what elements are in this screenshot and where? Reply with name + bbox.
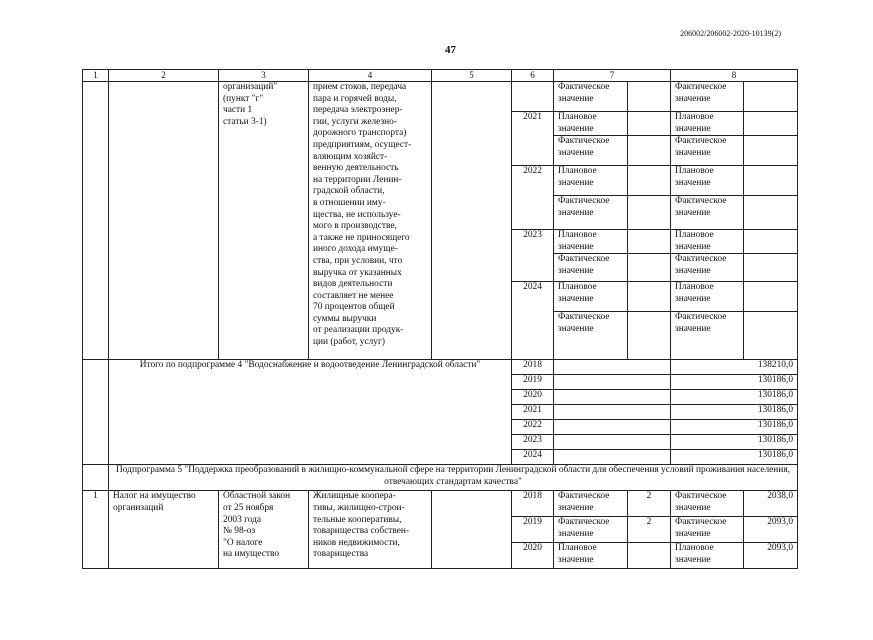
cell-empty	[554, 360, 671, 375]
total-year: 2019	[512, 375, 554, 390]
total-year: 2020	[512, 390, 554, 405]
cell-amount-type: Плановое значение	[671, 112, 744, 136]
cell-amount-value	[744, 230, 798, 254]
cell-empty	[554, 375, 671, 390]
total-value: 130186,0	[671, 450, 798, 465]
col-number: 2	[109, 70, 219, 82]
col-number: 4	[309, 70, 432, 82]
cell-year	[512, 82, 554, 112]
cell-empty	[554, 450, 671, 465]
cell-indicator-value	[628, 230, 671, 254]
total-year: 2023	[512, 435, 554, 450]
cell-indicator-value: 2	[628, 517, 671, 543]
cell-num	[83, 465, 109, 491]
cell-indicator-type: Плановое значение	[554, 543, 628, 569]
cell-amount-value	[744, 196, 798, 230]
cell-amount-value	[744, 82, 798, 112]
col-number: 8	[671, 70, 798, 82]
total-value: 138210,0	[671, 360, 798, 375]
cell-empty	[554, 435, 671, 450]
cell-indicator-value	[628, 196, 671, 230]
column-numbers-row	[83, 70, 798, 82]
cell-amount-type: Плановое значение	[671, 543, 744, 569]
cell-amount-value	[744, 112, 798, 136]
item-number: 1	[83, 491, 109, 569]
total-year: 2021	[512, 405, 554, 420]
cell-amount-value: 2093,0	[744, 517, 798, 543]
cell-indicator-value	[628, 254, 671, 282]
cell-law: Областной закон от 25 ноября 2003 года № 98-оз "О налоге на имущество	[219, 491, 309, 569]
subprogram-row	[83, 465, 798, 491]
subprogram-title: Подпрограмма 5 "Поддержка преобразований в жилищно-коммунальной сфере на территории Ленинградской области для обеспечения условий проживания населения, отвечающих стандартам качества"	[109, 465, 798, 491]
cell-indicator-type: Фактическое значение	[554, 491, 628, 517]
cell-tax: Налог на имущество организаций	[109, 491, 219, 569]
cell-empty	[554, 405, 671, 420]
cell-amount-type: Фактическое значение	[671, 196, 744, 230]
cell-amount-type: Фактическое значение	[671, 312, 744, 360]
cell-year: 2022	[512, 166, 554, 230]
cell-amount-type: Фактическое значение	[671, 82, 744, 112]
cell-empty	[554, 390, 671, 405]
total-year: 2022	[512, 420, 554, 435]
col-number: 5	[432, 70, 512, 82]
cell-amount-type: Фактическое значение	[671, 136, 744, 166]
cell-amount-type: Плановое значение	[671, 166, 744, 196]
col-number: 6	[512, 70, 554, 82]
total-value: 130186,0	[671, 375, 798, 390]
cell-amount-value	[744, 166, 798, 196]
cell-indicator-type: Фактическое значение	[554, 517, 628, 543]
table-row	[83, 82, 798, 112]
total-value: 130186,0	[671, 420, 798, 435]
cell-indicator-type: Плановое значение	[554, 230, 628, 254]
cell-year: 2019	[512, 517, 554, 543]
cell-indicator-value: 2	[628, 491, 671, 517]
cell-year: 2018	[512, 491, 554, 517]
total-value: 130186,0	[671, 405, 798, 420]
cell-amount-value	[744, 254, 798, 282]
cell-amount-type: Фактическое значение	[671, 254, 744, 282]
benefits-table	[82, 69, 798, 569]
cell-amount-value: 2093,0	[744, 543, 798, 569]
cell-indicator-type: Фактическое значение	[554, 82, 628, 112]
cell-col5	[432, 82, 512, 360]
cell-amount-type: Фактическое значение	[671, 491, 744, 517]
col-number: 7	[554, 70, 671, 82]
cell-indicator-value	[628, 82, 671, 112]
total-value: 130186,0	[671, 390, 798, 405]
cell-year: 2020	[512, 543, 554, 569]
cell-indicator-type: Фактическое значение	[554, 312, 628, 360]
total-year: 2018	[512, 360, 554, 375]
cell-year: 2023	[512, 230, 554, 282]
cell-indicator-type: Фактическое значение	[554, 254, 628, 282]
col-number: 3	[219, 70, 309, 82]
total-value: 130186,0	[671, 435, 798, 450]
cell-amount-type: Плановое значение	[671, 230, 744, 254]
page-number: 47	[445, 44, 456, 56]
cell-tax	[109, 82, 219, 360]
cell-indicator-type: Фактическое значение	[554, 136, 628, 166]
cell-indicator-type: Плановое значение	[554, 112, 628, 136]
cell-amount-type: Плановое значение	[671, 282, 744, 312]
cell-num	[83, 360, 109, 465]
cell-num	[83, 82, 109, 360]
cell-beneficiaries: прием стоков, передача пара и горячей воды, передача электроэнер- гии, услуги железно- дорожного транспорта) предприятиям, осущест- вляющим хозяйст- венную деятельность на территории Ленин- градской области, в отношении иму- щества, не используе- мого в производстве, а также не приносящего иного дохода имуще- ства, при условии, что выручка от указанных видов деятельности составляет не менее 70 процентов общей суммы выручки от реализации продук- ции (работ, услуг)	[309, 82, 432, 360]
cell-empty	[554, 420, 671, 435]
total-year: 2024	[512, 450, 554, 465]
cell-indicator-value	[628, 282, 671, 312]
table-row	[83, 491, 798, 517]
cell-amount-type: Фактическое значение	[671, 517, 744, 543]
cell-indicator-type: Плановое значение	[554, 282, 628, 312]
cell-indicator-type: Фактическое значение	[554, 196, 628, 230]
cell-amount-value	[744, 136, 798, 166]
total-label: Итого по подпрограмме 4 "Водоснабжение и водоотведение Ленинградской области"	[109, 360, 512, 465]
cell-col5	[432, 491, 512, 569]
cell-beneficiaries: Жилищные коопера- тивы, жилищно-строи- тельные кооперативы, товарищества собствен- ников недвижимости, товарищества	[309, 491, 432, 569]
cell-indicator-type: Плановое значение	[554, 166, 628, 196]
cell-law: организаций" (пункт "г" части 1 статьи 3-1)	[219, 82, 309, 360]
total-row	[83, 360, 798, 375]
col-number: 1	[83, 70, 109, 82]
document-number: 206002/206002-2020-10139(2)	[680, 29, 781, 38]
cell-year: 2021	[512, 112, 554, 166]
cell-amount-value: 2038,0	[744, 491, 798, 517]
cell-indicator-value	[628, 136, 671, 166]
cell-amount-value	[744, 312, 798, 360]
cell-indicator-value	[628, 543, 671, 569]
cell-indicator-value	[628, 166, 671, 196]
cell-amount-value	[744, 282, 798, 312]
cell-year: 2024	[512, 282, 554, 360]
cell-indicator-value	[628, 112, 671, 136]
cell-indicator-value	[628, 312, 671, 360]
